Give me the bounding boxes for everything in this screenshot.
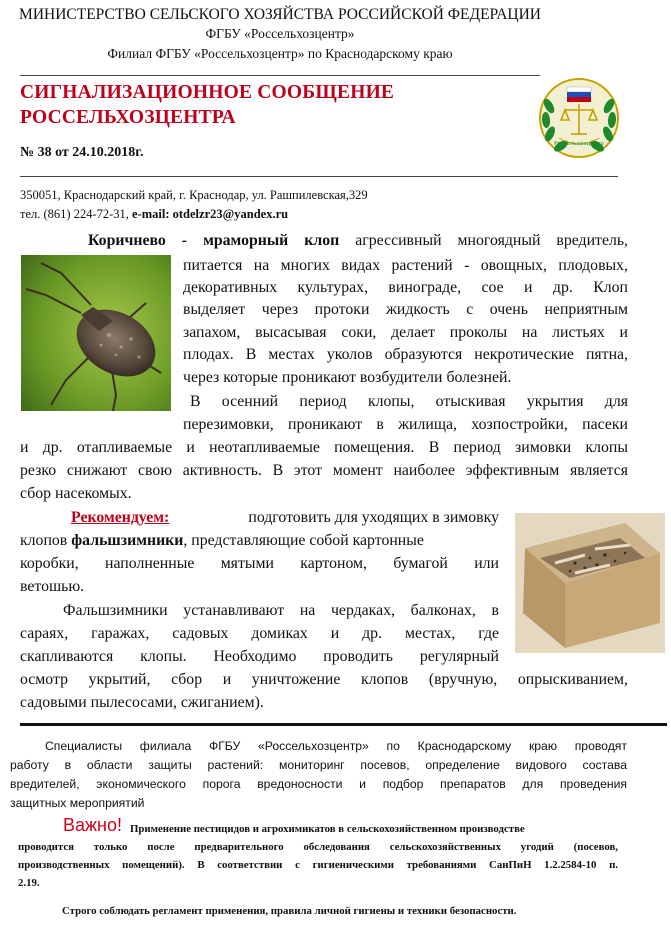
bulletin-number: № 38 от 24.10.2018г.	[20, 145, 144, 160]
phone: тел. (861) 224-72-31,	[20, 207, 129, 221]
para1-line-1	[88, 230, 628, 251]
specialists-line-3: вредителей, экономического порога вредоносности и подбор препаратов для проведения	[10, 777, 627, 791]
bulletin-title	[20, 80, 394, 130]
important-line-3: производственных помещений). В соответствии с гигиеническими требованиями СанПиН 1.2.2584-10 п.	[18, 859, 618, 871]
para2-line-5: сбор насекомых.	[20, 485, 132, 502]
false-wintering-term: фальшзимники	[71, 532, 184, 549]
ministry-header: МИНИСТЕРСТВО СЕЛЬСКОГО ХОЗЯЙСТВА РОССИЙСКОЙ ФЕДЕРАЦИИ	[19, 6, 541, 23]
para1-text-1: агрессивный многоядный вредитель,	[355, 232, 629, 249]
para4-line-2: сараях, гаражах, садовых домиках и др. местах, где	[20, 625, 499, 642]
branch-header: Филиал ФГБУ «Россельхозцентр» по Краснодарскому краю	[107, 46, 453, 61]
header-divider	[20, 75, 540, 76]
important-line-1: Применение пестицидов и агрохимикатов в сельскохозяйственном производстве	[130, 823, 525, 835]
email-address[interactable]: otdelzr23@yandex.ru	[172, 207, 289, 221]
specialists-line-2: работу в области защиты растений: мониторинг посевов, определение видового состава	[10, 758, 627, 772]
number-divider	[20, 176, 618, 177]
para1-line-2: питается на многих видах растений - овощных, плодовых,	[183, 257, 628, 274]
important-label: Важно!	[63, 815, 123, 835]
recommend-label: Рекомендуем:	[71, 509, 170, 526]
para1-line-6: плодах. В местах уколов образуются некротические пятна,	[183, 346, 628, 363]
para1-line-7: через которые проникают возбудители болезней.	[183, 369, 512, 386]
para4-line-4: осмотр укрытий, сбор и уничтожение клопов (вручную, опрыскиванием,	[20, 671, 628, 688]
title-line-2: РОССЕЛЬХОЗЦЕНТРА	[20, 107, 236, 128]
para3-line-1	[71, 507, 499, 528]
para4-line-5: садовыми пылесосами, сжиганием).	[20, 694, 264, 711]
email-label: e-mail:	[132, 207, 170, 221]
para1-line-4: выделяет через протоки жидкость с очень неприятным	[183, 301, 628, 318]
para3-line-4: ветошью.	[20, 578, 85, 595]
title-line-1: СИГНАЛИЗАЦИОННОЕ СООБЩЕНИЕ	[20, 82, 395, 103]
para4-line-3: скапливаются клопы. Необходимо проводить регулярный	[20, 648, 499, 665]
important-line-2: проводится только после предварительного обследования сельскохозяйственных угодий (посевов,	[18, 841, 618, 853]
specialists-line-1: Специалисты филиала ФГБУ «Россельхозцентр» по Краснодарскому краю проводят	[45, 739, 627, 753]
para3-line-3: коробки, наполненные мятыми картоном, бумагой или	[20, 555, 499, 572]
specialists-line-4: защитных мероприятий	[10, 796, 145, 810]
logo-text: Россельхозцентр	[554, 141, 604, 147]
para4-line-1: Фальшзимники устанавливают на чердаках, балконах, в	[63, 602, 499, 619]
para3-text-1: подготовить для уходящих в зимовку	[248, 509, 499, 526]
address: 350051, Краснодарский край, г. Краснодар, ул. Рашпилевская,329	[20, 188, 368, 202]
para3-clopov: клопов	[20, 532, 68, 549]
para2-line-1: В осенний период клопы, отыскивая укрытия для	[190, 393, 628, 410]
para1-line-5: запахом, высасывая соки, делает проколы на листьях и	[183, 324, 628, 341]
contact-line	[20, 207, 288, 222]
important-line-4: 2.19.	[18, 877, 40, 889]
rosselkhoztsentr-logo	[537, 76, 621, 160]
para2-line-2: перезимовки, проникают в жилища, хозпостройки, пасеки	[183, 416, 628, 433]
stink-bug-photo	[21, 255, 171, 411]
para3-text-2: , представляющие собой картонные	[183, 532, 424, 549]
para2-line-3: и др. отапливаемые и неотапливаемые помещения. В период зимовки клопы	[20, 439, 628, 456]
section-divider	[20, 723, 667, 726]
para1-line-3: декоративных культурах, винограде, сое и др. Клоп	[183, 279, 628, 296]
org-header: ФГБУ «Россельхозцентр»	[205, 26, 355, 41]
para2-line-4: резко снижают свою активность. В этот момент наиболее эффективным является	[20, 462, 628, 479]
safety-note: Строго соблюдать регламент применения, правила личной гигиены и техники безопасности.	[62, 905, 517, 917]
pest-name: Коричнево - мраморный клоп	[88, 232, 340, 249]
para3-line-2	[20, 530, 499, 551]
cardboard-box-photo	[515, 513, 665, 653]
